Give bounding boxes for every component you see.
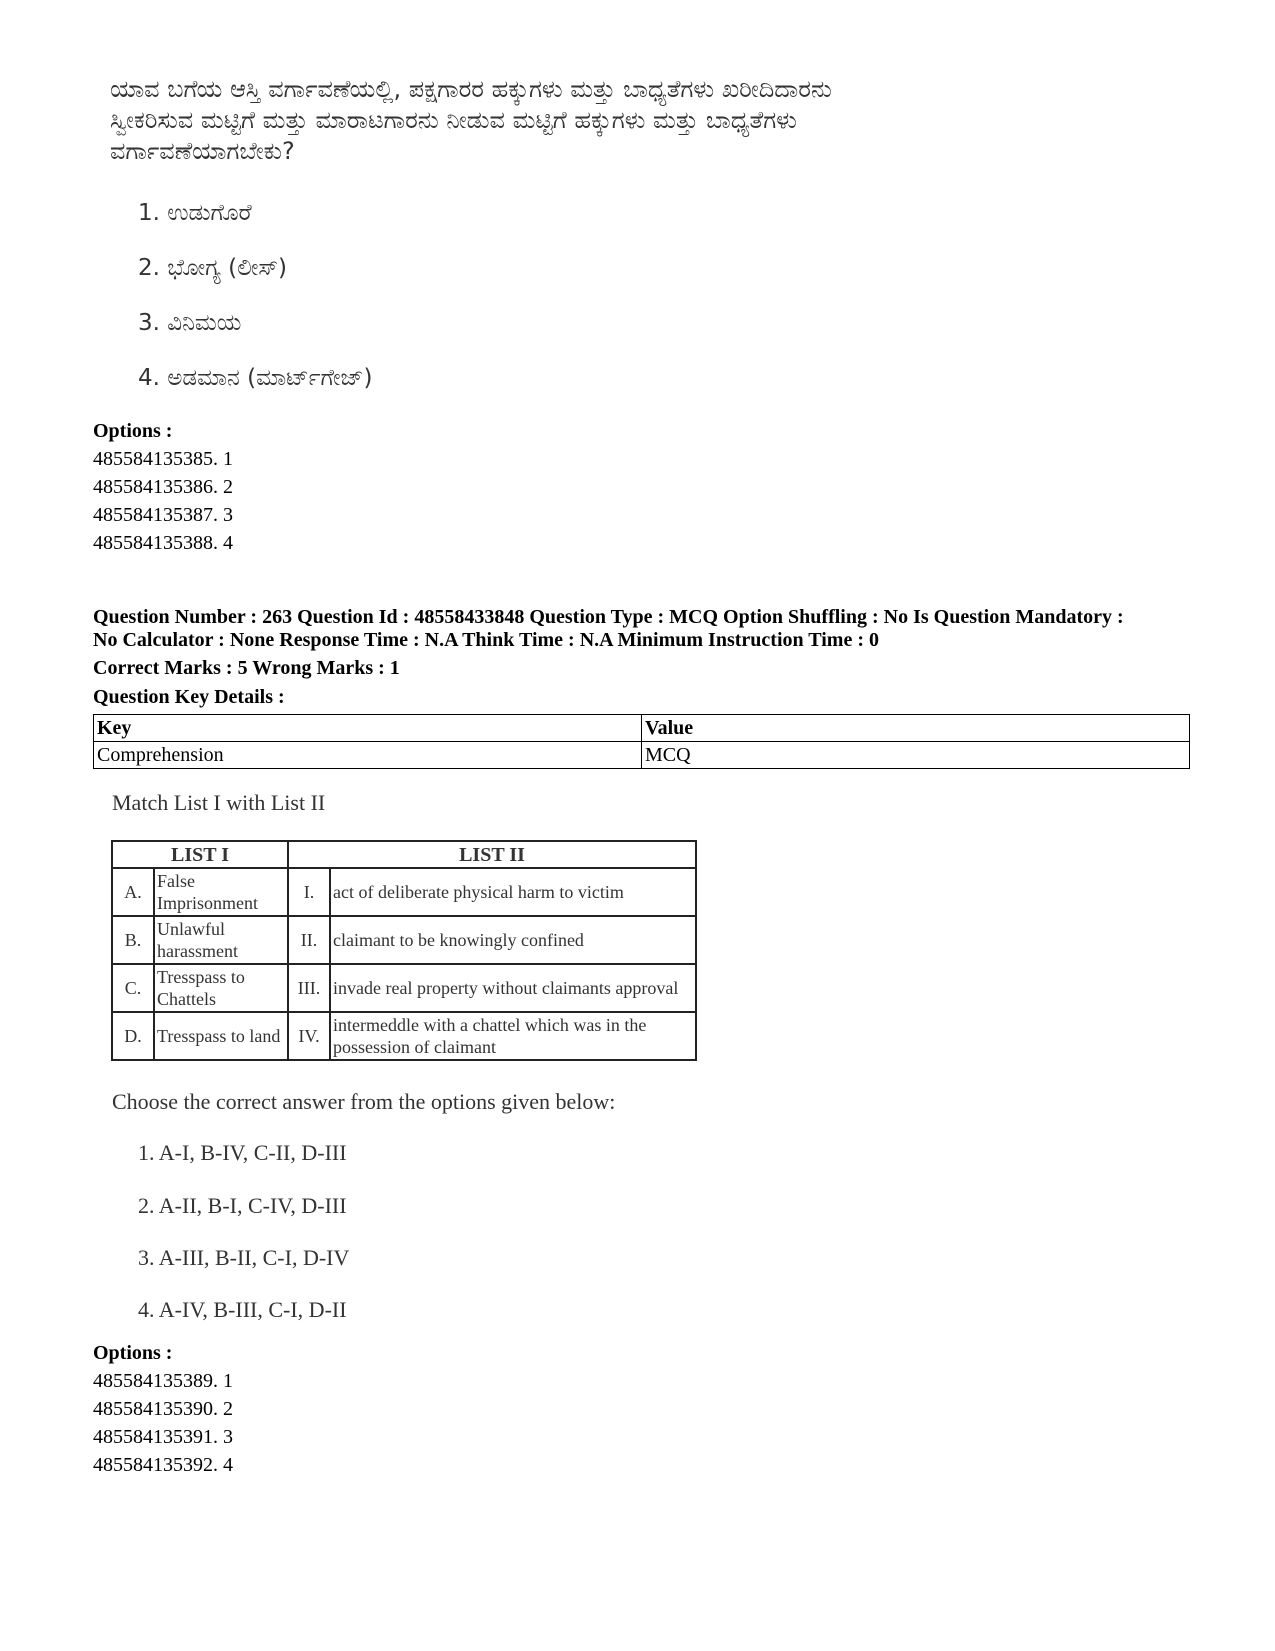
list2-numeral: III. — [288, 964, 330, 1012]
value-cell: MCQ — [642, 742, 1190, 769]
list1-item: False Imprisonment — [154, 868, 288, 916]
list1-letter: B. — [112, 916, 154, 964]
prev-question-line: ಯಾವ ಬಗೆಯ ಆಸ್ತಿ ವರ್ಗಾವಣೆಯಲ್ಲಿ, ಪಕ್ಷಗಾರರ ಹಕ್ಕುಗಳು ಮತ್ತು ಬಾಧ್ಯತೆಗಳು ಖರೀದಿದಾರನು — [110, 75, 832, 103]
prev-option-4: 485584135388. 4 — [93, 532, 233, 554]
key-cell: Comprehension — [94, 742, 642, 769]
choose-instruction: Choose the correct answer from the options given below: — [112, 1089, 616, 1114]
list1-item: Tresspass to land — [154, 1012, 288, 1060]
list2-item: invade real property without claimants approval — [330, 964, 696, 1012]
prev-question-line: ಸ್ವೀಕರಿಸುವ ಮಟ್ಟಿಗೆ ಮತ್ತು ಮಾರಾಟಗಾರನು ನೀಡುವ ಮಟ್ಟಿಗೆ ಹಕ್ಕುಗಳು ಮತ್ತು ಬಾಧ್ಯತೆಗಳು — [110, 106, 797, 134]
question-meta-line2: No Calculator : None Response Time : N.A Think Time : N.A Minimum Instruction Time : 0 — [93, 629, 879, 651]
prev-choice-4: 4. ಅಡಮಾನ (ಮಾರ್ಟ್‌ಗೇಜ್) — [138, 365, 373, 391]
list1-letter: D. — [112, 1012, 154, 1060]
list2-item: intermeddle with a chattel which was in the possession of claimant — [330, 1012, 696, 1060]
list2-numeral: I. — [288, 868, 330, 916]
answer-choice-3: 3. A-III, B-II, C-I, D-IV — [138, 1245, 350, 1270]
prev-options-label: Options : — [93, 420, 173, 442]
list2-numeral: II. — [288, 916, 330, 964]
list1-item: Tresspass to Chattels — [154, 964, 288, 1012]
list2-header: LIST II — [288, 841, 696, 868]
list1-letter: C. — [112, 964, 154, 1012]
list1-item: Unlawful harassment — [154, 916, 288, 964]
list2-item: claimant to be knowingly confined — [330, 916, 696, 964]
value-header: Value — [642, 715, 1190, 742]
answer-choice-4: 4. A-IV, B-III, C-I, D-II — [138, 1297, 347, 1322]
list1-header: LIST I — [112, 841, 288, 868]
key-header: Key — [94, 715, 642, 742]
prev-question-line: ವರ್ಗಾವಣೆಯಾಗಬೇಕು? — [110, 137, 295, 165]
prev-option-2: 485584135386. 2 — [93, 476, 233, 498]
prev-option-3: 485584135387. 3 — [93, 504, 233, 526]
prev-option-1: 485584135385. 1 — [93, 448, 233, 470]
option-1: 485584135389. 1 — [93, 1370, 233, 1392]
list1-letter: A. — [112, 868, 154, 916]
option-3: 485584135391. 3 — [93, 1426, 233, 1448]
prev-choice-1: 1. ಉಡುಗೊರೆ — [138, 200, 252, 226]
list2-numeral: IV. — [288, 1012, 330, 1060]
answer-choice-2: 2. A-II, B-I, C-IV, D-III — [138, 1193, 347, 1218]
prev-choice-3: 3. ವಿನಿಮಯ — [138, 310, 242, 336]
key-details-label: Question Key Details : — [93, 686, 285, 708]
list-row — [112, 964, 696, 1012]
match-lists-table — [111, 840, 697, 1061]
list-row — [112, 916, 696, 964]
option-2: 485584135390. 2 — [93, 1398, 233, 1420]
prev-choice-2: 2. ಭೋಗ್ಯ (ಲೀಸ್) — [138, 255, 287, 281]
list-row — [112, 1012, 696, 1060]
question-instruction: Match List I with List II — [112, 790, 326, 815]
prev-question-text — [110, 74, 1090, 167]
question-meta — [93, 606, 1203, 652]
option-4: 485584135392. 4 — [93, 1454, 233, 1476]
list2-item: act of deliberate physical harm to victim — [330, 868, 696, 916]
list-row — [112, 868, 696, 916]
key-details-table — [93, 714, 1190, 769]
question-marks: Correct Marks : 5 Wrong Marks : 1 — [93, 657, 400, 679]
options-label: Options : — [93, 1342, 173, 1364]
question-meta-line1: Question Number : 263 Question Id : 48558433848 Question Type : MCQ Option Shuffling : No Is Question Mandatory : — [93, 606, 1124, 628]
answer-choice-1: 1. A-I, B-IV, C-II, D-III — [138, 1140, 347, 1165]
